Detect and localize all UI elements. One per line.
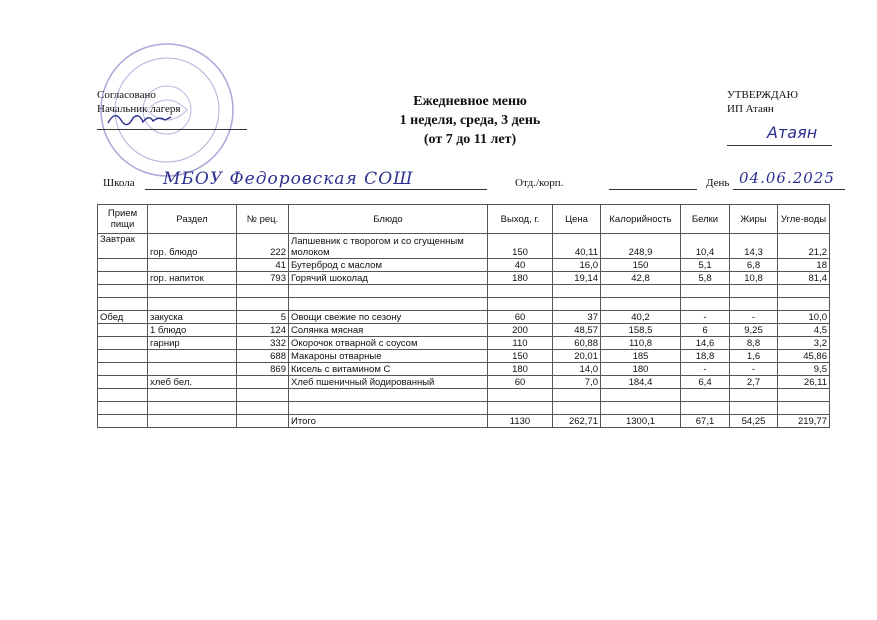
table-cell bbox=[601, 389, 681, 402]
table-row bbox=[98, 285, 830, 298]
table-cell bbox=[289, 298, 488, 311]
table-cell: - bbox=[681, 363, 730, 376]
table-cell bbox=[553, 285, 601, 298]
table-cell bbox=[553, 298, 601, 311]
table-cell: 81,4 bbox=[778, 272, 830, 285]
table-cell: 219,77 bbox=[778, 415, 830, 428]
header-calories: Калорийность bbox=[601, 205, 681, 234]
table-cell: 124 bbox=[237, 324, 289, 337]
header-fat: Жиры bbox=[730, 205, 778, 234]
table-cell: 3,2 bbox=[778, 337, 830, 350]
table-cell bbox=[98, 272, 148, 285]
table-cell bbox=[237, 389, 289, 402]
table-cell: 10,4 bbox=[681, 234, 730, 259]
title-line1: Ежедневное меню bbox=[413, 94, 527, 109]
table-cell: Итого bbox=[289, 415, 488, 428]
table-cell: 18,8 bbox=[681, 350, 730, 363]
table-cell bbox=[730, 285, 778, 298]
table-cell: 37 bbox=[553, 311, 601, 324]
table-cell bbox=[98, 402, 148, 415]
table-row bbox=[98, 272, 830, 285]
table-cell: Хлеб пшеничный йодированный bbox=[289, 376, 488, 389]
table-cell: 9,25 bbox=[730, 324, 778, 337]
table-cell: 14,0 bbox=[553, 363, 601, 376]
table-cell bbox=[148, 259, 237, 272]
table-row bbox=[98, 363, 830, 376]
dept-label: Отд./корп. bbox=[515, 177, 564, 189]
table-cell bbox=[488, 389, 553, 402]
table-cell bbox=[488, 285, 553, 298]
table-cell bbox=[553, 402, 601, 415]
school-row bbox=[103, 169, 863, 193]
table-header-row bbox=[98, 205, 830, 234]
table-cell: 110,8 bbox=[601, 337, 681, 350]
table-cell: гор. напиток bbox=[148, 272, 237, 285]
table-cell: 16,0 bbox=[553, 259, 601, 272]
table-cell: 180 bbox=[488, 363, 553, 376]
table-cell bbox=[148, 350, 237, 363]
table-cell bbox=[778, 285, 830, 298]
table-cell bbox=[778, 389, 830, 402]
table-cell: 41 bbox=[237, 259, 289, 272]
signature-left-icon bbox=[105, 108, 175, 130]
table-cell: 248,9 bbox=[601, 234, 681, 259]
table-cell bbox=[601, 402, 681, 415]
table-row bbox=[98, 298, 830, 311]
table-cell: 185 bbox=[601, 350, 681, 363]
page-title bbox=[340, 92, 600, 149]
table-cell: 8,8 bbox=[730, 337, 778, 350]
approval-right-line1: УТВЕРЖДАЮ bbox=[727, 89, 798, 101]
title-line2: 1 неделя, среда, 3 день bbox=[399, 113, 541, 128]
table-cell: Горячий шоколад bbox=[289, 272, 488, 285]
table-cell: 60,88 bbox=[553, 337, 601, 350]
table-cell: 1,6 bbox=[730, 350, 778, 363]
table-cell: 40,11 bbox=[553, 234, 601, 259]
table-row bbox=[98, 350, 830, 363]
table-cell: гор. блюдо bbox=[148, 234, 237, 259]
table-cell bbox=[601, 298, 681, 311]
table-cell bbox=[730, 402, 778, 415]
table-cell: 1 блюдо bbox=[148, 324, 237, 337]
table-cell bbox=[488, 298, 553, 311]
table-cell: 60 bbox=[488, 311, 553, 324]
header-yield: Выход, г. bbox=[488, 205, 553, 234]
table-cell bbox=[778, 298, 830, 311]
table-cell: 26,11 bbox=[778, 376, 830, 389]
table-cell bbox=[148, 298, 237, 311]
table-cell: Макароны отварные bbox=[289, 350, 488, 363]
table-cell bbox=[488, 402, 553, 415]
title-line3: (от 7 до 11 лет) bbox=[423, 132, 517, 147]
table-cell bbox=[237, 285, 289, 298]
table-cell bbox=[148, 285, 237, 298]
table-cell bbox=[681, 285, 730, 298]
table-cell: 6 bbox=[681, 324, 730, 337]
table-cell bbox=[681, 402, 730, 415]
table-cell: 869 bbox=[237, 363, 289, 376]
table-cell: 4,5 bbox=[778, 324, 830, 337]
table-cell bbox=[98, 415, 148, 428]
table-cell: 10,8 bbox=[730, 272, 778, 285]
table-cell: 7,0 bbox=[553, 376, 601, 389]
table-cell: 19,14 bbox=[553, 272, 601, 285]
table-cell: 110 bbox=[488, 337, 553, 350]
table-cell bbox=[148, 389, 237, 402]
table-cell: 18 bbox=[778, 259, 830, 272]
table-cell: 60 bbox=[488, 376, 553, 389]
table-cell bbox=[148, 402, 237, 415]
table-cell: 54,25 bbox=[730, 415, 778, 428]
header-protein: Белки bbox=[681, 205, 730, 234]
school-label: Школа bbox=[103, 177, 135, 189]
table-cell bbox=[98, 298, 148, 311]
approval-left bbox=[97, 88, 180, 116]
table-cell: 184,4 bbox=[601, 376, 681, 389]
table-cell bbox=[553, 389, 601, 402]
header-carbs: Угле-воды bbox=[778, 205, 830, 234]
table-cell bbox=[98, 350, 148, 363]
table-cell bbox=[289, 402, 488, 415]
table-cell bbox=[778, 402, 830, 415]
table-cell: 9,5 bbox=[778, 363, 830, 376]
table-cell: 40,2 bbox=[601, 311, 681, 324]
table-cell bbox=[98, 389, 148, 402]
table-cell bbox=[681, 298, 730, 311]
table-cell: - bbox=[730, 363, 778, 376]
table-cell: закуска bbox=[148, 311, 237, 324]
table-cell: 200 bbox=[488, 324, 553, 337]
approval-left-line1: Согласовано bbox=[97, 89, 156, 101]
table-cell: Бутерброд с маслом bbox=[289, 259, 488, 272]
approval-left-line2: Начальник лагеря bbox=[97, 103, 181, 115]
table-cell bbox=[237, 298, 289, 311]
table-cell: 21,2 bbox=[778, 234, 830, 259]
table-cell bbox=[289, 285, 488, 298]
table-row bbox=[98, 311, 830, 324]
table-cell: - bbox=[681, 311, 730, 324]
table-cell bbox=[601, 285, 681, 298]
header-meal: Прием пищи bbox=[98, 205, 148, 234]
table-cell bbox=[98, 324, 148, 337]
table-cell: 67,1 bbox=[681, 415, 730, 428]
table-cell bbox=[730, 389, 778, 402]
table-cell: 42,8 bbox=[601, 272, 681, 285]
table-cell bbox=[681, 389, 730, 402]
header-section: Раздел bbox=[148, 205, 237, 234]
table-cell bbox=[289, 389, 488, 402]
day-label: День bbox=[706, 177, 730, 189]
table-cell: 332 bbox=[237, 337, 289, 350]
table-cell: 20,01 bbox=[553, 350, 601, 363]
table-cell: 5,8 bbox=[681, 272, 730, 285]
table-cell: 14,3 bbox=[730, 234, 778, 259]
header-price: Цена bbox=[553, 205, 601, 234]
school-value: МБОУ Федоровская СОШ bbox=[163, 169, 414, 189]
table-row bbox=[98, 415, 830, 428]
signature-right: Атаян bbox=[767, 123, 818, 142]
table-cell: 158,5 bbox=[601, 324, 681, 337]
table-cell: 48,57 bbox=[553, 324, 601, 337]
table-cell: - bbox=[730, 311, 778, 324]
table-cell bbox=[98, 337, 148, 350]
table-cell: Окорочок отварной с соусом bbox=[289, 337, 488, 350]
table-cell: 45,86 bbox=[778, 350, 830, 363]
table-cell: Лапшевник с творогом и со сгущенным молоком bbox=[289, 234, 488, 259]
table-row bbox=[98, 376, 830, 389]
table-cell: Завтрак bbox=[98, 234, 148, 259]
table-cell: 6,4 bbox=[681, 376, 730, 389]
table-cell: Обед bbox=[98, 311, 148, 324]
table-cell: 262,71 bbox=[553, 415, 601, 428]
table-cell bbox=[237, 376, 289, 389]
table-cell: 14,6 bbox=[681, 337, 730, 350]
table-cell: 222 bbox=[237, 234, 289, 259]
table-cell bbox=[148, 415, 237, 428]
table-row bbox=[98, 259, 830, 272]
table-cell: 5,1 bbox=[681, 259, 730, 272]
table-cell bbox=[98, 285, 148, 298]
table-row bbox=[98, 389, 830, 402]
table-row bbox=[98, 234, 830, 259]
table-cell: 688 bbox=[237, 350, 289, 363]
table-cell: 6,8 bbox=[730, 259, 778, 272]
table-cell: 150 bbox=[601, 259, 681, 272]
table-cell: 40 bbox=[488, 259, 553, 272]
table-row bbox=[98, 337, 830, 350]
table-cell bbox=[98, 376, 148, 389]
table-cell: 150 bbox=[488, 234, 553, 259]
day-value: 04.06.2025 bbox=[739, 169, 835, 187]
table-cell: гарнир bbox=[148, 337, 237, 350]
approval-right bbox=[727, 88, 818, 142]
table-cell: 1300,1 bbox=[601, 415, 681, 428]
table-cell bbox=[237, 415, 289, 428]
table-cell: 180 bbox=[488, 272, 553, 285]
table-row bbox=[98, 402, 830, 415]
table-cell: 2,7 bbox=[730, 376, 778, 389]
table-cell: 1130 bbox=[488, 415, 553, 428]
header-recipe-no: № рец. bbox=[237, 205, 289, 234]
table-cell: Кисель с витамином С bbox=[289, 363, 488, 376]
table-cell bbox=[98, 363, 148, 376]
table-cell bbox=[730, 298, 778, 311]
menu-table bbox=[97, 204, 830, 428]
table-cell: 10,0 bbox=[778, 311, 830, 324]
table-cell: 180 bbox=[601, 363, 681, 376]
table-cell: 793 bbox=[237, 272, 289, 285]
header-dish: Блюдо bbox=[289, 205, 488, 234]
table-cell: Солянка мясная bbox=[289, 324, 488, 337]
table-cell: Овощи свежие по сезону bbox=[289, 311, 488, 324]
table-cell bbox=[98, 259, 148, 272]
table-cell bbox=[148, 363, 237, 376]
table-cell: 5 bbox=[237, 311, 289, 324]
table-row bbox=[98, 324, 830, 337]
approval-right-line2: ИП Атаян bbox=[727, 103, 774, 115]
table-cell bbox=[237, 402, 289, 415]
table-cell: хлеб бел. bbox=[148, 376, 237, 389]
table-cell: 150 bbox=[488, 350, 553, 363]
